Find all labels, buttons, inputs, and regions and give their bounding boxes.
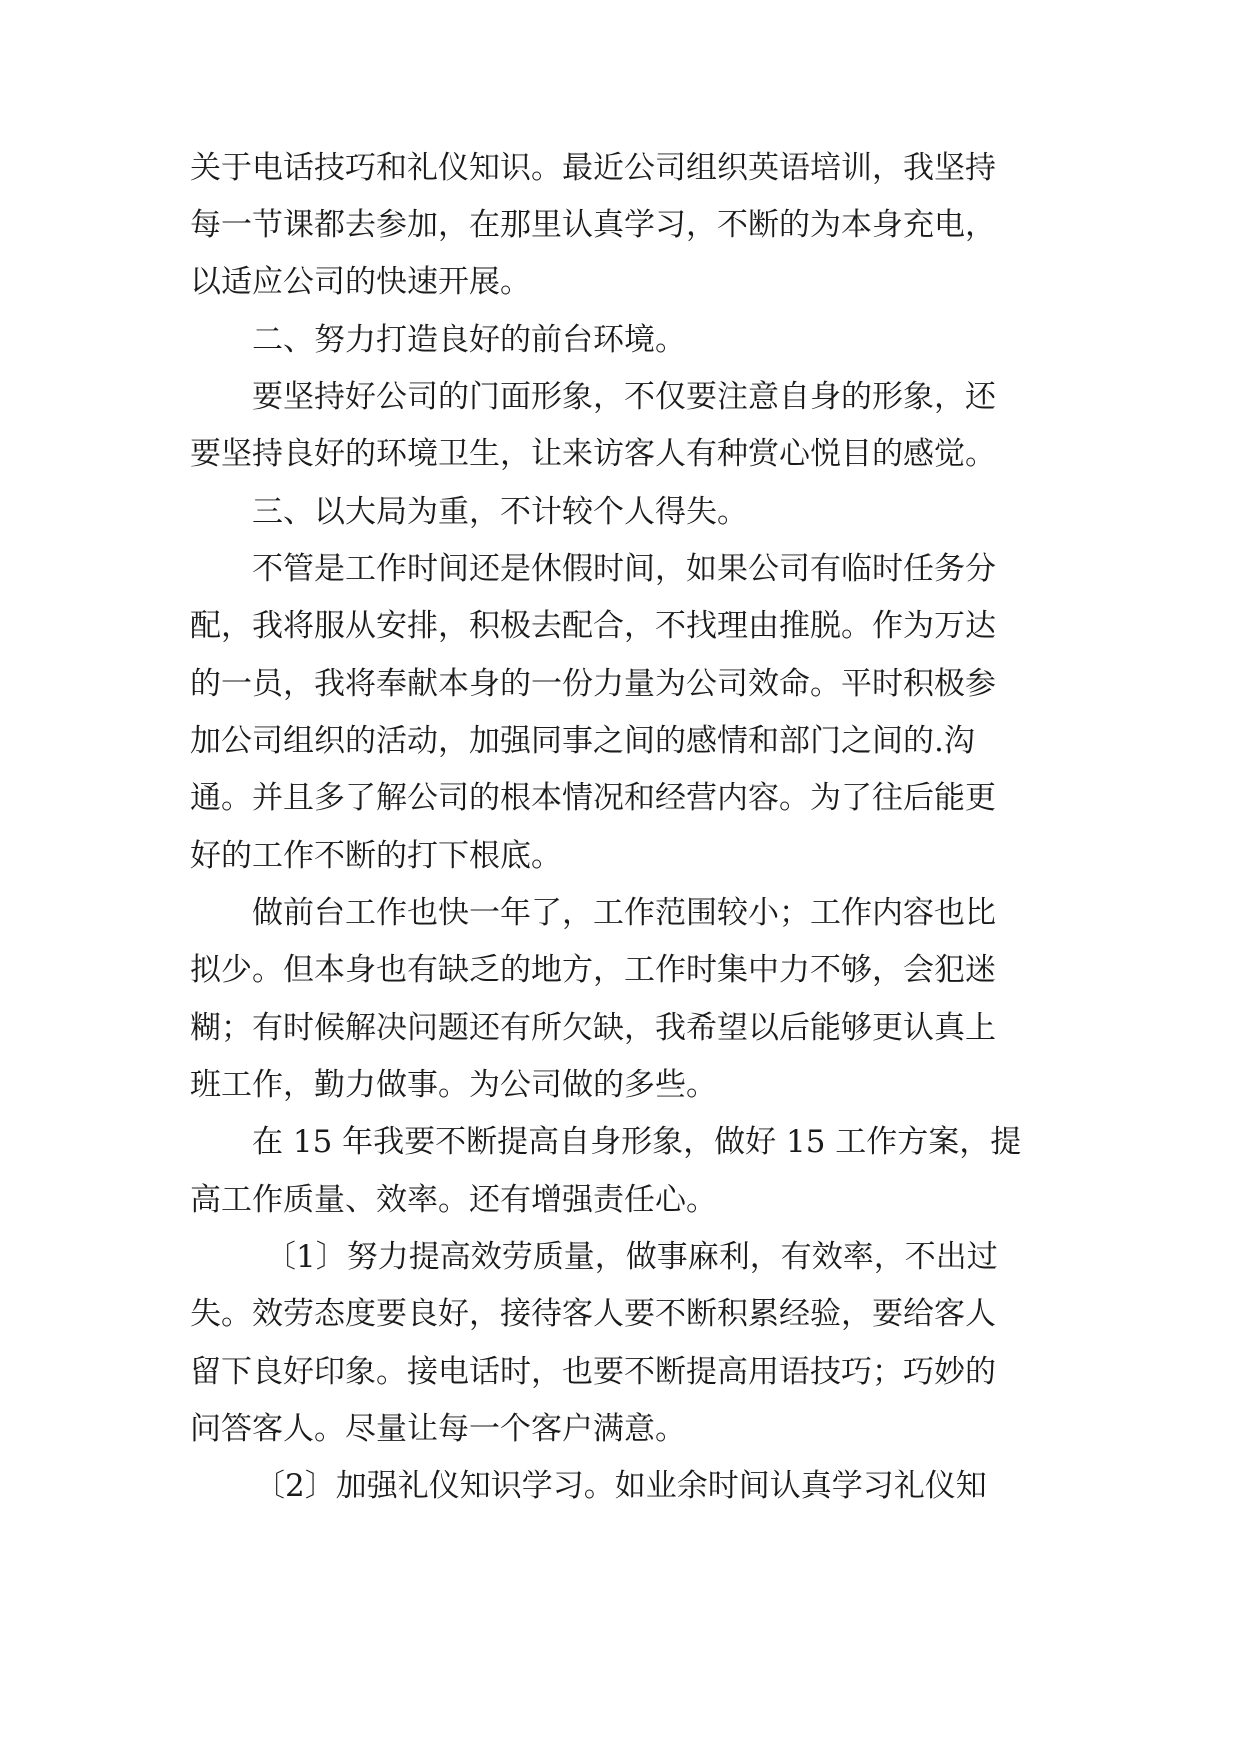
text-line-22: 留下良好印象。接电话时，也要不断提高用语技巧；巧妙的	[190, 1354, 996, 1390]
text-line-17: 班工作，勤力做事。为公司做的多些。	[190, 1067, 717, 1103]
section-heading-3: 三、以大局为重，不计较个人得失。	[252, 494, 748, 530]
list-item-1: 〔1〕努力提高效劳质量，做事麻利，有效率，不出过	[265, 1239, 998, 1275]
section-heading-2: 二、努力打造良好的前台环境。	[252, 322, 686, 358]
text-line-1: 关于电话技巧和礼仪知识。最近公司组织英语培训，我坚持	[190, 150, 996, 186]
text-line-8: 不管是工作时间还是休假时间，如果公司有临时任务分	[252, 551, 996, 587]
text-line-21: 失。效劳态度要良好，接待客人要不断积累经验，要给客人	[190, 1296, 996, 1332]
text-line-14: 做前台工作也快一年了，工作范围较小；工作内容也比	[252, 895, 996, 931]
text-line-10: 的一员，我将奉献本身的一份力量为公司效命。平时积极参	[190, 666, 996, 702]
text-line-2: 每一节课都去参加，在那里认真学习，不断的为本身充电，	[190, 207, 996, 243]
text-line-13: 好的工作不断的打下根底。	[190, 838, 562, 874]
text-line-3: 以适应公司的快速开展。	[190, 264, 531, 300]
text-line-19: 高工作质量、效率。还有增强责任心。	[190, 1182, 717, 1218]
text-line-6: 要坚持良好的环境卫生，让来访客人有种赏心悦目的感觉。	[190, 436, 996, 472]
text-line-15: 拟少。但本身也有缺乏的地方，工作时集中力不够，会犯迷	[190, 952, 996, 988]
text-line-9: 配，我将服从安排，积极去配合，不找理由推脱。作为万达	[190, 608, 996, 644]
text-line-16: 糊；有时候解决问题还有所欠缺，我希望以后能够更认真上	[190, 1010, 996, 1046]
text-line-12: 通。并且多了解公司的根本情况和经营内容。为了往后能更	[190, 780, 996, 816]
text-line-11: 加公司组织的活动，加强同事之间的感情和部门之间的.沟	[190, 723, 975, 759]
text-line-18: 在 15 年我要不断提高自身形象，做好 15 工作方案，提	[252, 1124, 1022, 1160]
list-item-2: 〔2〕加强礼仪知识学习。如业余时间认真学习礼仪知	[254, 1468, 987, 1504]
text-line-5: 要坚持好公司的门面形象，不仅要注意自身的形象，还	[252, 379, 996, 415]
text-line-23: 问答客人。尽量让每一个客户满意。	[190, 1411, 686, 1447]
